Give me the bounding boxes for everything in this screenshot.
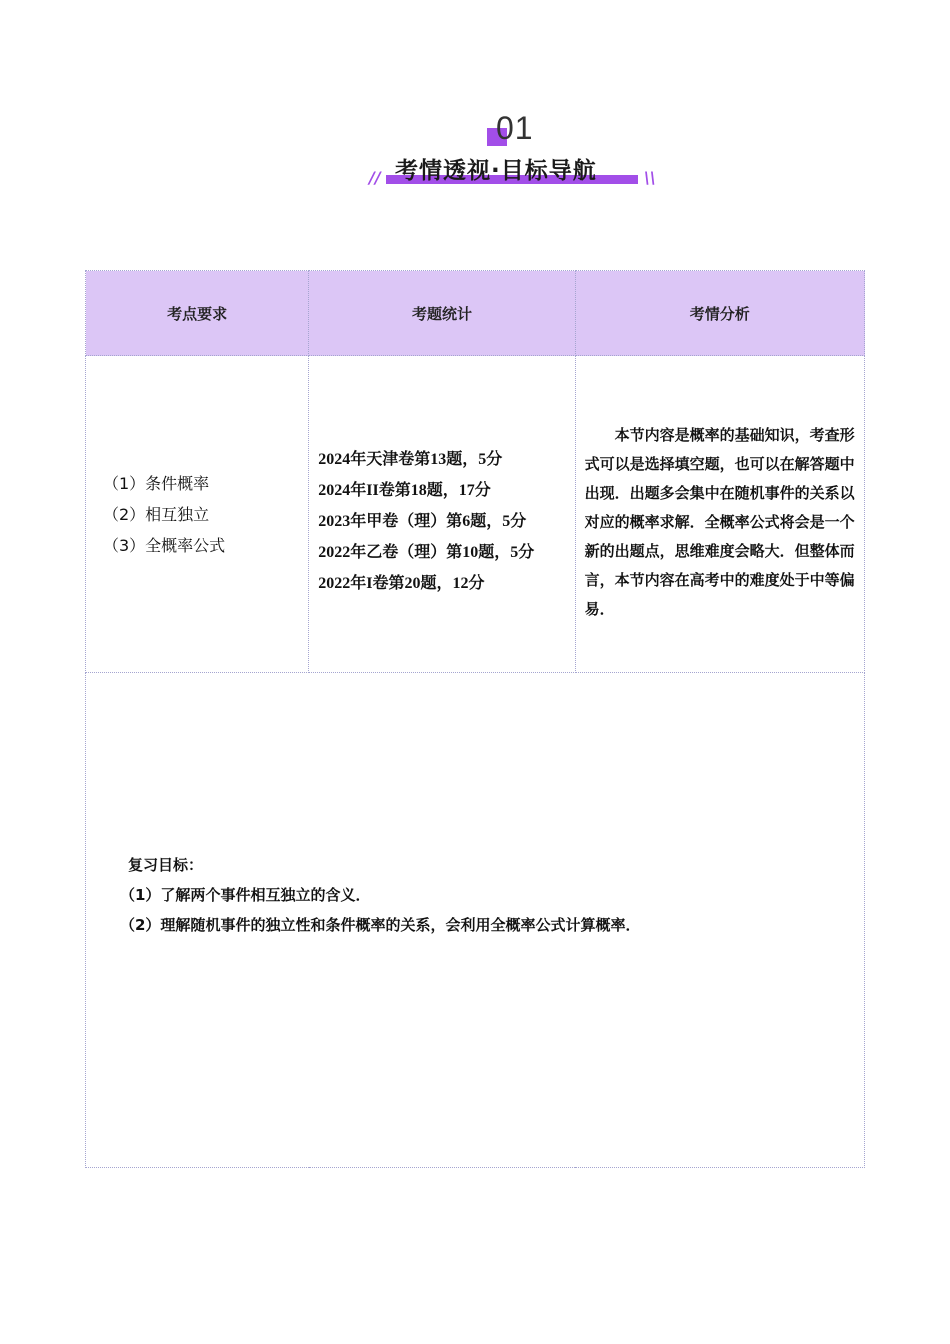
goal-item: （1）了解两个事件相互独立的含义．	[120, 886, 371, 904]
stat-item: 2024年天津卷第13题，5分	[318, 450, 503, 468]
stat-item: 2024年II卷第18题，17分	[318, 481, 491, 499]
stat-item: 2023年甲卷（理）第6题，5分	[318, 512, 527, 530]
table-body-row	[86, 356, 865, 673]
stats-cell	[309, 356, 575, 673]
section-number: 01	[496, 110, 534, 146]
exam-info-table	[85, 270, 865, 1168]
section-title: 考情透视·目标导航	[395, 158, 597, 184]
column-header-stats: 考题统计	[309, 271, 575, 356]
goals-heading: 复习目标：	[128, 856, 204, 874]
column-header-analysis: 考情分析	[575, 271, 864, 356]
goals-cell	[86, 673, 865, 1168]
goal-item: （2）理解随机事件的独立性和条件概率的关系，会利用全概率公式计算概率．	[120, 916, 641, 934]
section-header	[0, 108, 950, 198]
table-header-row	[86, 271, 865, 356]
stat-item: 2022年I卷第20题，12分	[318, 574, 485, 592]
requirements-cell	[86, 356, 309, 673]
analysis-cell: 本节内容是概率的基础知识，考查形式可以是选择填空题，也可以在解答题中出现．出题多会集中在随机事件的关系以对应的概率求解．全概率公式将会是一个新的出题点，思维难度会略大．但整体而言，本节内容在高考中的难度处于中等偏易．	[575, 356, 864, 673]
requirement-item: （3）全概率公式	[103, 535, 226, 555]
column-header-requirements: 考点要求	[86, 271, 309, 356]
stat-item: 2022年乙卷（理）第10题，5分	[318, 543, 535, 561]
requirement-item: （2）相互独立	[103, 504, 210, 524]
right-slash-decoration: \\	[644, 168, 656, 187]
left-slash-decoration: //	[369, 168, 381, 187]
requirement-item: （1）条件概率	[103, 473, 210, 493]
goals-row	[86, 673, 865, 1168]
